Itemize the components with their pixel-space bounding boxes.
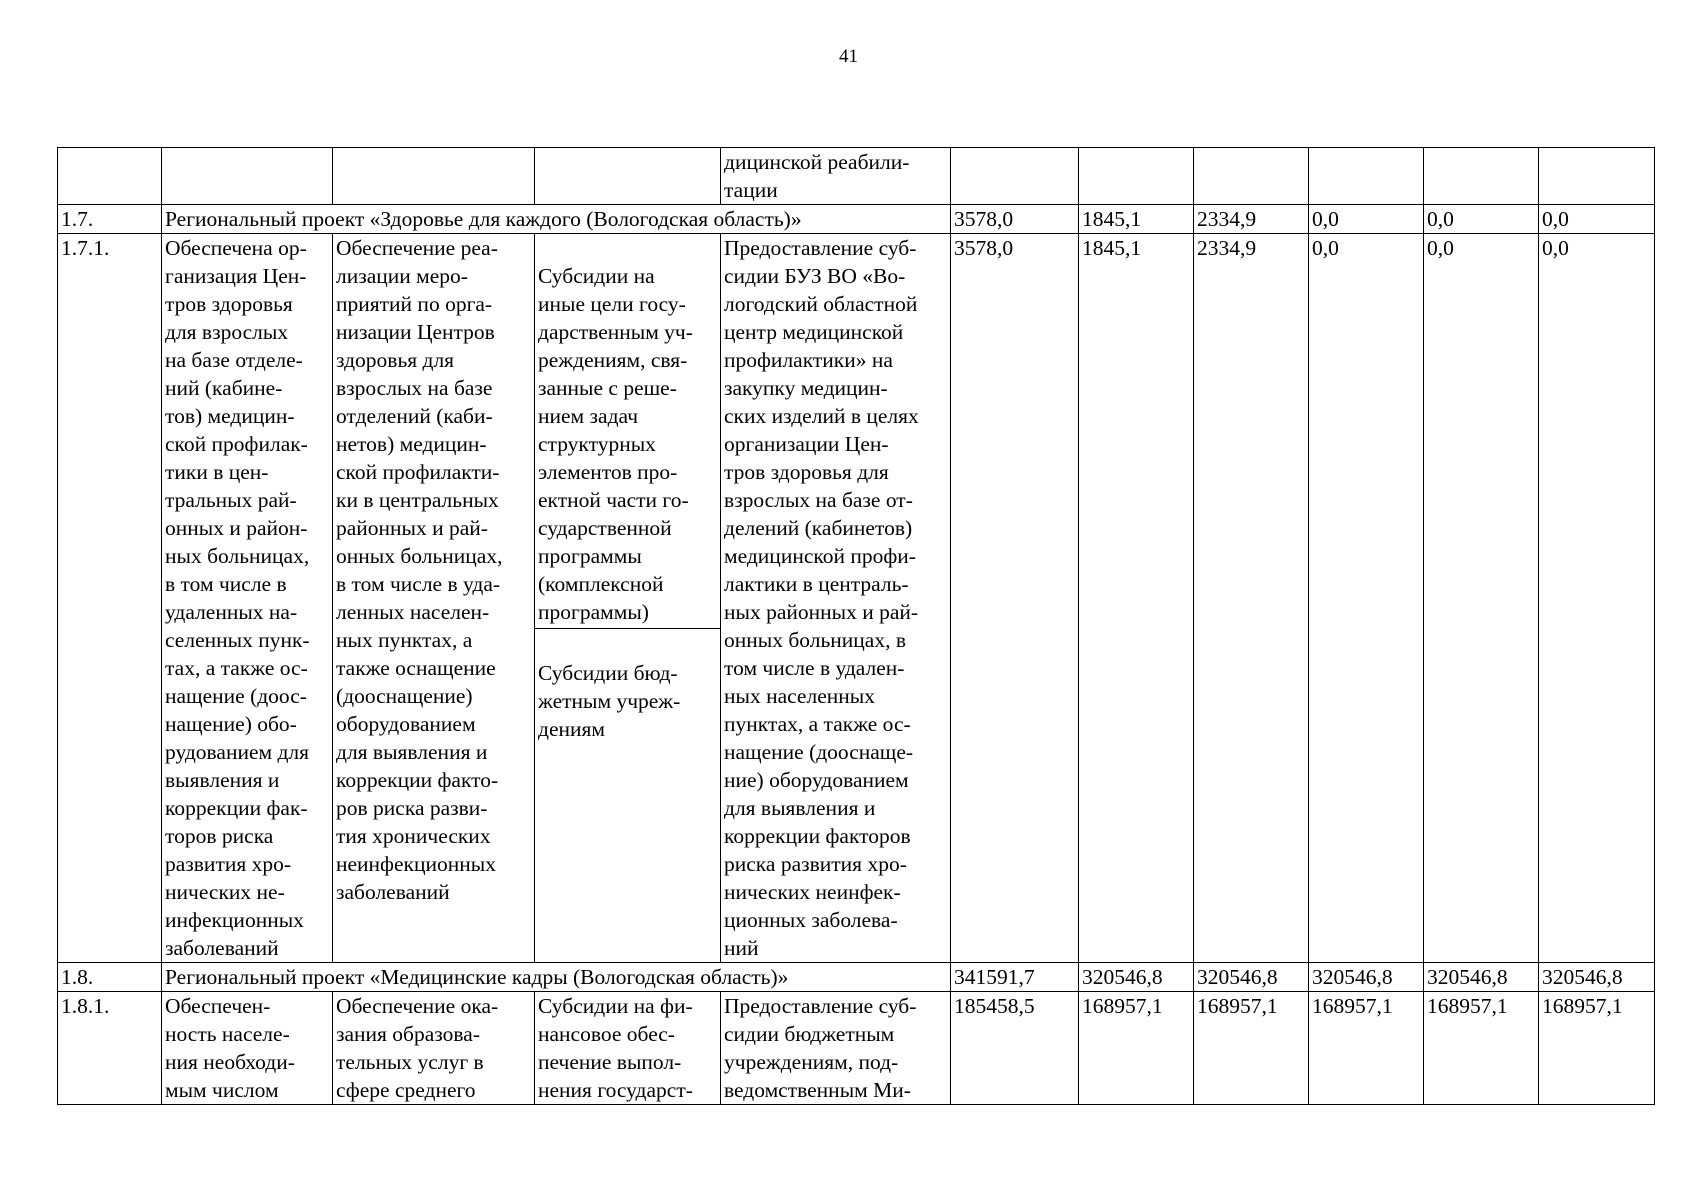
value-cell: 3578,0 <box>951 205 1079 234</box>
value-cell: 0,0 <box>1539 234 1655 963</box>
value-cell: 168957,1 <box>1309 992 1424 1105</box>
subsidy-type-2: Субсидии бюд- жетным учреж- дениям <box>538 661 681 741</box>
value-cell: 0,0 <box>1309 234 1424 963</box>
section-title: Региональный проект «Медицинские кадры (Вологодская область)» <box>162 963 951 992</box>
value-cell: 320546,8 <box>1539 963 1655 992</box>
cont-value-cell <box>951 148 1079 205</box>
budget-table <box>57 147 1655 1105</box>
section-row-1-8 <box>58 963 1655 992</box>
table-row-1-8-1 <box>58 992 1655 1105</box>
subsidy-cell <box>535 234 721 963</box>
table-row-1-7-1 <box>58 234 1655 963</box>
section-row-1-7 <box>58 205 1655 234</box>
cont-result-cell <box>162 148 333 205</box>
cont-subsidy-cell <box>535 148 721 205</box>
value-cell: 168957,1 <box>1539 992 1655 1105</box>
row-code: 1.8.1. <box>58 992 162 1105</box>
description-cell: Предоставление суб- сидии БУЗ ВО «Во- логодский областной центр медицинской профилактики» на закупку медицин- ских изделий в целях организации Цен- тров здоровья для взрослых на базе от- делений (кабинетов) медицинской профи- лактики в централь- ных районных и рай- онных больницах, в том числе в удален- ных населенных пунктах, а также ос- нащение (дооснаще- ние) оборудованием для выявления и коррекции факторов риска развития хро- нических неинфек- ционных заболева- ний <box>721 234 951 963</box>
value-cell: 320546,8 <box>1079 963 1194 992</box>
subsidy-cell: Субсидии на фи- нансовое обес- печение выпол- нения государст- <box>535 992 721 1105</box>
page-number: 41 <box>839 46 858 67</box>
value-cell: 320546,8 <box>1309 963 1424 992</box>
value-cell: 168957,1 <box>1194 992 1309 1105</box>
cont-measure-cell <box>333 148 535 205</box>
value-cell: 3578,0 <box>951 234 1079 963</box>
value-cell: 2334,9 <box>1194 234 1309 963</box>
value-cell: 168957,1 <box>1424 992 1539 1105</box>
value-cell: 320546,8 <box>1424 963 1539 992</box>
value-cell: 0,0 <box>1309 205 1424 234</box>
measure-cell: Обеспечение ока- зания образова- тельных услуг в сфере среднего <box>333 992 535 1105</box>
subsidy-type-1: Субсидии на иные цели госу- дарственным уч- реждениям, свя- занные с реше- нием задач структурных элементов про- ектной части го- сударственной программы (комплексной программы) <box>535 262 720 629</box>
value-cell: 168957,1 <box>1079 992 1194 1105</box>
value-cell: 1845,1 <box>1079 205 1194 234</box>
value-cell: 341591,7 <box>951 963 1079 992</box>
result-cell: Обеспечен- ность населе- ния необходи- мым числом <box>162 992 333 1105</box>
row-code: 1.7.1. <box>58 234 162 963</box>
cont-value-cell <box>1424 148 1539 205</box>
value-cell: 1845,1 <box>1079 234 1194 963</box>
value-cell: 2334,9 <box>1194 205 1309 234</box>
section-title: Региональный проект «Здоровье для каждого (Вологодская область)» <box>162 205 951 234</box>
cont-value-cell <box>1194 148 1309 205</box>
result-cell: Обеспечена ор- ганизация Цен- тров здоровья для взрослых на базе отделе- ний (кабине- тов) медицин- ской профилак- тики в цен- тральных рай- онных и район- ных больницах, в том числе в удаленных на- селенных пунк- тах, а также ос- нащение (доос- нащение) обо- рудованием для выявления и коррекции фак- торов риска развития хро- нических не- инфекционных заболеваний <box>162 234 333 963</box>
cont-value-cell <box>1309 148 1424 205</box>
value-cell: 0,0 <box>1539 205 1655 234</box>
continuation-row <box>58 148 1655 205</box>
value-cell: 185458,5 <box>951 992 1079 1105</box>
section-code: 1.8. <box>58 963 162 992</box>
value-cell: 0,0 <box>1424 205 1539 234</box>
description-cell: Предоставление суб- сидии бюджетным учреждениям, под- ведомственным Ми- <box>721 992 951 1105</box>
cont-description-cell: дицинской реабили- тации <box>721 148 951 205</box>
section-code: 1.7. <box>58 205 162 234</box>
cont-value-cell <box>1539 148 1655 205</box>
measure-cell: Обеспечение реа- лизации меро- приятий по орга- низации Центров здоровья для взрослых на базе отделений (каби- нетов) медицин- ской профилакти- ки в центральных районных и рай- онных больницах, в том числе в уда- ленных населен- ных пунктах, а также оснащение (дооснащение) оборудованием для выявления и коррекции факто- ров риска разви- тия хронических неинфекционных заболеваний <box>333 234 535 963</box>
cont-value-cell <box>1079 148 1194 205</box>
value-cell: 320546,8 <box>1194 963 1309 992</box>
value-cell: 0,0 <box>1424 234 1539 963</box>
cont-code-cell <box>58 148 162 205</box>
